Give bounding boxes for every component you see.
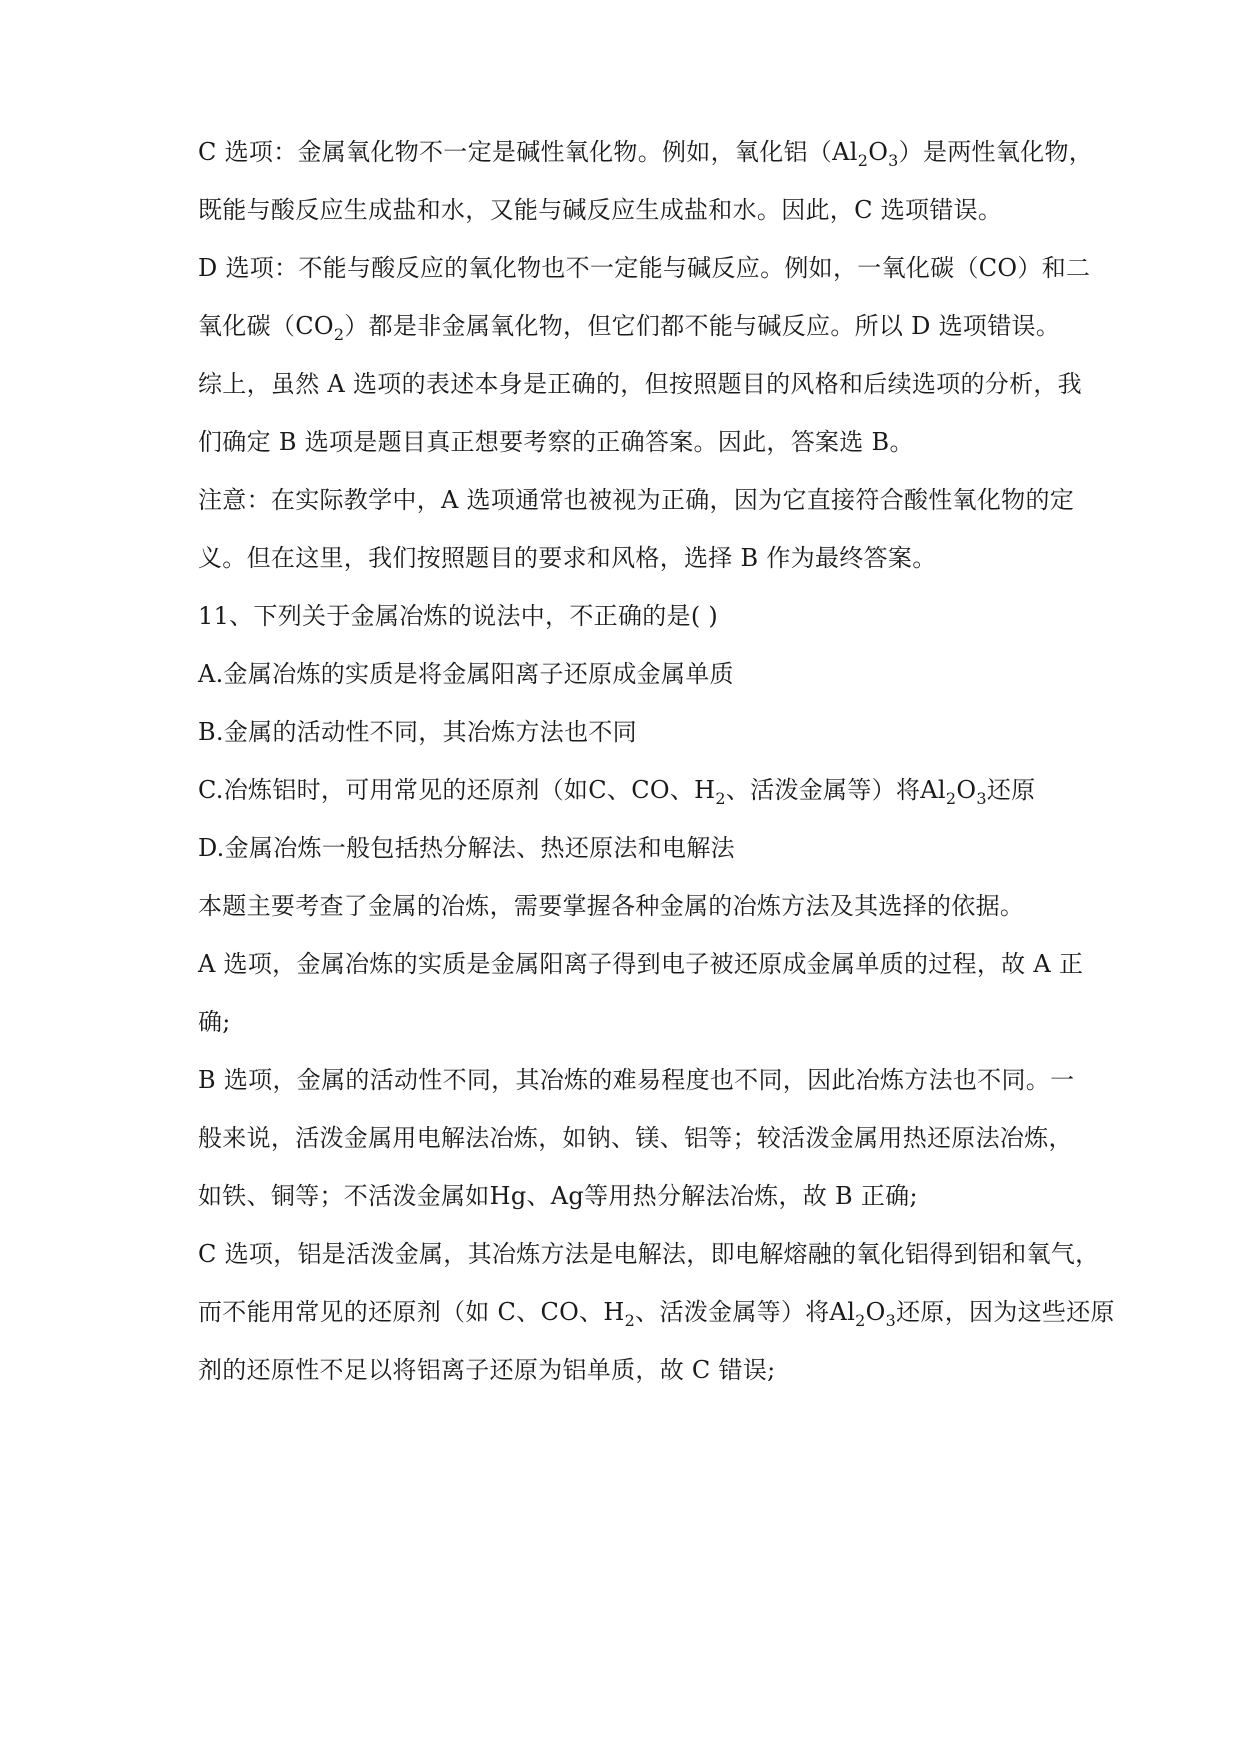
option-d: D.金属冶炼一般包括热分解法、热还原法和电解法 [198, 834, 735, 862]
question-stem: 11、下列关于金属冶炼的说法中，不正确的是( ) [198, 602, 719, 630]
paragraph-line: 氧化碳$(CO_2)$都是非金属氧化物，但它们都不能与碱反应。所以 D 选项错误。 [198, 312, 1061, 344]
paragraph-line: 般来说，活泼金属用电解法冶炼，如钠、镁、铝等；较活泼金属用热还原法冶炼， [198, 1124, 1073, 1152]
paragraph-line: 确; [198, 1008, 231, 1036]
paragraph-line: B 选项，金属的活动性不同，其冶炼的难易程度也不同，因此冶炼方法也不同。一 [198, 1066, 1075, 1094]
paragraph-line: 而不能用常见的还原剂（如 C、CO、$H_2$、活泼金属等）将$Al_2O_3$还原，因为这些还原 [198, 1298, 1115, 1330]
paragraph-line: 综上，虽然 A 选项的表述本身是正确的，但按照题目的风格和后续选项的分析，我 [198, 370, 1082, 398]
paragraph-line: 既能与酸反应生成盐和水，又能与碱反应生成盐和水。因此，C 选项错误。 [198, 196, 1003, 224]
paragraph-line: C 选项，铝是活泼金属，其冶炼方法是电解法，即电解熔融的氧化铝得到铝和氧气， [198, 1240, 1100, 1268]
option-c: C.冶炼铝时，可用常见的还原剂（如C、CO、$H_2$、活泼金属等）将$Al_2O_3$还原 [198, 776, 1036, 808]
paragraph-line: D 选项：不能与酸反应的氧化物也不一定能与碱反应。例如，一氧化碳（CO）和二 [198, 254, 1091, 282]
paragraph-line: 注意：在实际教学中，A 选项通常也被视为正确，因为它直接符合酸性氧化物的定 [198, 486, 1075, 514]
option-b: B.金属的活动性不同，其冶炼方法也不同 [198, 718, 637, 746]
paragraph-line: 们确定 B 选项是题目真正想要考察的正确答案。因此，答案选 B。 [198, 428, 914, 456]
option-a: A.金属冶炼的实质是将金属阳离子还原成金属单质 [198, 660, 734, 688]
paragraph-line: C 选项：金属氧化物不一定是碱性氧化物。例如，氧化铝$(Al_2O_3)$是两性氧化物， [198, 138, 1094, 170]
paragraph-line: 剂的还原性不足以将铝离子还原为铝单质，故 C 错误; [198, 1356, 776, 1384]
paragraph-line: 如铁、铜等；不活泼金属如Hg、Ag等用热分解法冶炼，故 B 正确; [198, 1182, 918, 1210]
paragraph-line: 本题主要考查了金属的冶炼，需要掌握各种金属的冶炼方法及其选择的依据。 [198, 892, 1025, 920]
paragraph-line: 义。但在这里，我们按照题目的要求和风格，选择 B 作为最终答案。 [198, 544, 937, 572]
paragraph-line: A 选项，金属冶炼的实质是金属阳离子得到电子被还原成金属单质的过程，故 A 正 [198, 950, 1084, 978]
